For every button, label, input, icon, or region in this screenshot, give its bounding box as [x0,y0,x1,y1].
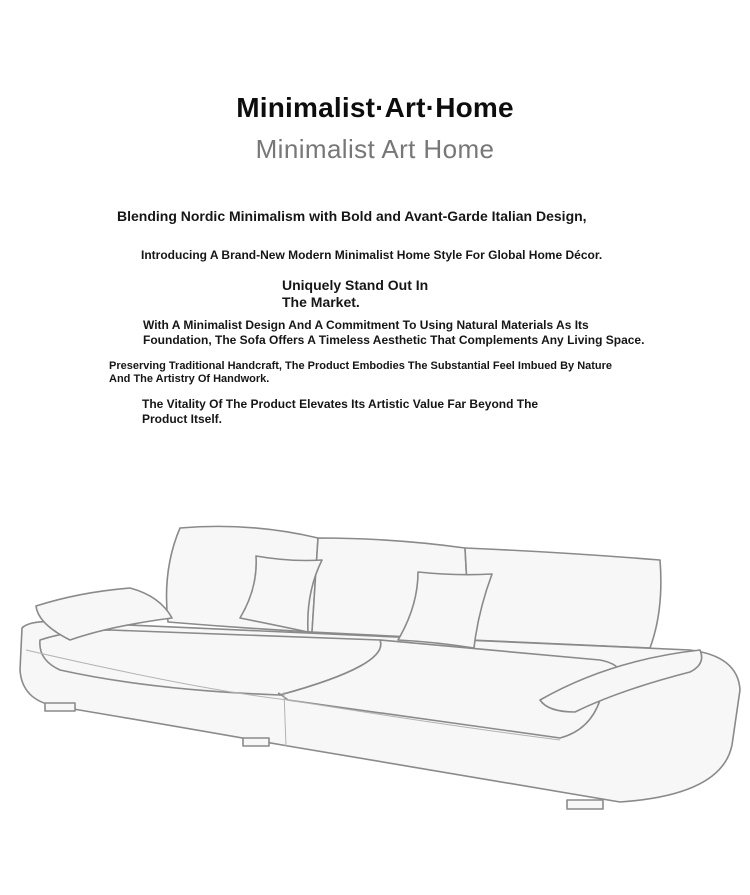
vitality-paragraph [142,397,538,427]
sofa-foot-1 [45,703,75,711]
stand-out-text [282,277,428,311]
design-paragraph [143,318,644,348]
handcraft-line-2: And The Artistry Of Handwork. [109,373,270,385]
vitality-line-1: The Vitality Of The Product Elevates Its Artistic Value Far Beyond The [142,397,539,411]
sofa-illustration [0,500,750,830]
intro-line: Blending Nordic Minimalism with Bold and Avant-Garde Italian Design, [117,208,587,224]
page-title: Minimalist·Art·Home [236,92,514,123]
page-subtitle: Minimalist Art Home [255,134,495,164]
design-line-1: With A Minimalist Design And A Commitment To Using Natural Materials As Its [143,318,589,332]
design-line-2: Foundation, The Sofa Offers A Timeless Aesthetic That Complements Any Living Space. [143,333,645,347]
introducing-line: Introducing A Brand-New Modern Minimalist Home Style For Global Home Décor. [141,248,603,262]
stand-out-line-2: The Market. [282,294,360,310]
stand-out-line-1: Uniquely Stand Out In [282,277,429,293]
sofa-foot-2 [243,738,269,746]
handcraft-paragraph [109,360,612,386]
vitality-line-2: Product Itself. [142,412,223,426]
handcraft-line-1: Preserving Traditional Handcraft, The Product Embodies The Substantial Feel Imbued By Nature [109,360,613,372]
sofa-foot-3 [567,800,603,809]
back-cushion-right [465,548,661,648]
